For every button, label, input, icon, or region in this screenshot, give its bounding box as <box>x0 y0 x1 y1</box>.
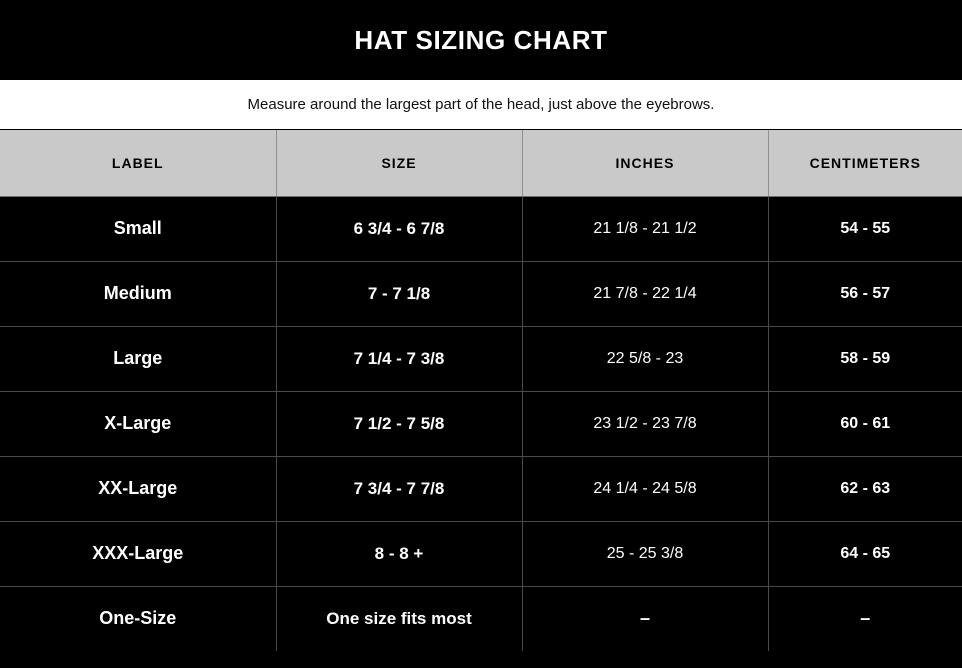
column-header-size: SIZE <box>276 130 522 196</box>
cell-inches: 23 1/2 - 23 7/8 <box>522 391 768 456</box>
cell-centimeters: 58 - 59 <box>768 326 962 391</box>
cell-centimeters: 60 - 61 <box>768 391 962 456</box>
cell-label: One-Size <box>0 586 276 651</box>
subtitle-bar <box>0 80 962 130</box>
table-row <box>0 456 962 521</box>
table-row <box>0 261 962 326</box>
table-row <box>0 326 962 391</box>
cell-centimeters: 54 - 55 <box>768 196 962 261</box>
cell-label: XXX-Large <box>0 521 276 586</box>
measure-instruction: Measure around the largest part of the head, just above the eyebrows. <box>247 96 715 113</box>
column-header-label: LABEL <box>0 130 276 196</box>
cell-size: 8 - 8 + <box>276 521 522 586</box>
column-header-centimeters: CENTIMETERS <box>768 130 962 196</box>
cell-inches: 25 - 25 3/8 <box>522 521 768 586</box>
sizing-table <box>0 130 962 651</box>
cell-centimeters: 62 - 63 <box>768 456 962 521</box>
column-header-inches: INCHES <box>522 130 768 196</box>
cell-size: 7 1/2 - 7 5/8 <box>276 391 522 456</box>
cell-centimeters: 56 - 57 <box>768 261 962 326</box>
cell-label: XX-Large <box>0 456 276 521</box>
table-body <box>0 196 962 651</box>
table-row <box>0 196 962 261</box>
cell-inches: 24 1/4 - 24 5/8 <box>522 456 768 521</box>
cell-centimeters: – <box>768 586 962 651</box>
cell-label: Small <box>0 196 276 261</box>
cell-inches: 21 7/8 - 22 1/4 <box>522 261 768 326</box>
cell-label: X-Large <box>0 391 276 456</box>
cell-centimeters: 64 - 65 <box>768 521 962 586</box>
cell-inches: 21 1/8 - 21 1/2 <box>522 196 768 261</box>
cell-label: Large <box>0 326 276 391</box>
cell-size: 7 1/4 - 7 3/8 <box>276 326 522 391</box>
table-row <box>0 521 962 586</box>
table-header-row <box>0 130 962 196</box>
cell-label: Medium <box>0 261 276 326</box>
title-bar <box>0 0 962 80</box>
cell-size: One size fits most <box>276 586 522 651</box>
cell-size: 6 3/4 - 6 7/8 <box>276 196 522 261</box>
table-row <box>0 586 962 651</box>
cell-size: 7 3/4 - 7 7/8 <box>276 456 522 521</box>
cell-inches: 22 5/8 - 23 <box>522 326 768 391</box>
table-header <box>0 130 962 196</box>
cell-inches: – <box>522 586 768 651</box>
page-title: HAT SIZING CHART <box>354 24 608 55</box>
table-row <box>0 391 962 456</box>
cell-size: 7 - 7 1/8 <box>276 261 522 326</box>
